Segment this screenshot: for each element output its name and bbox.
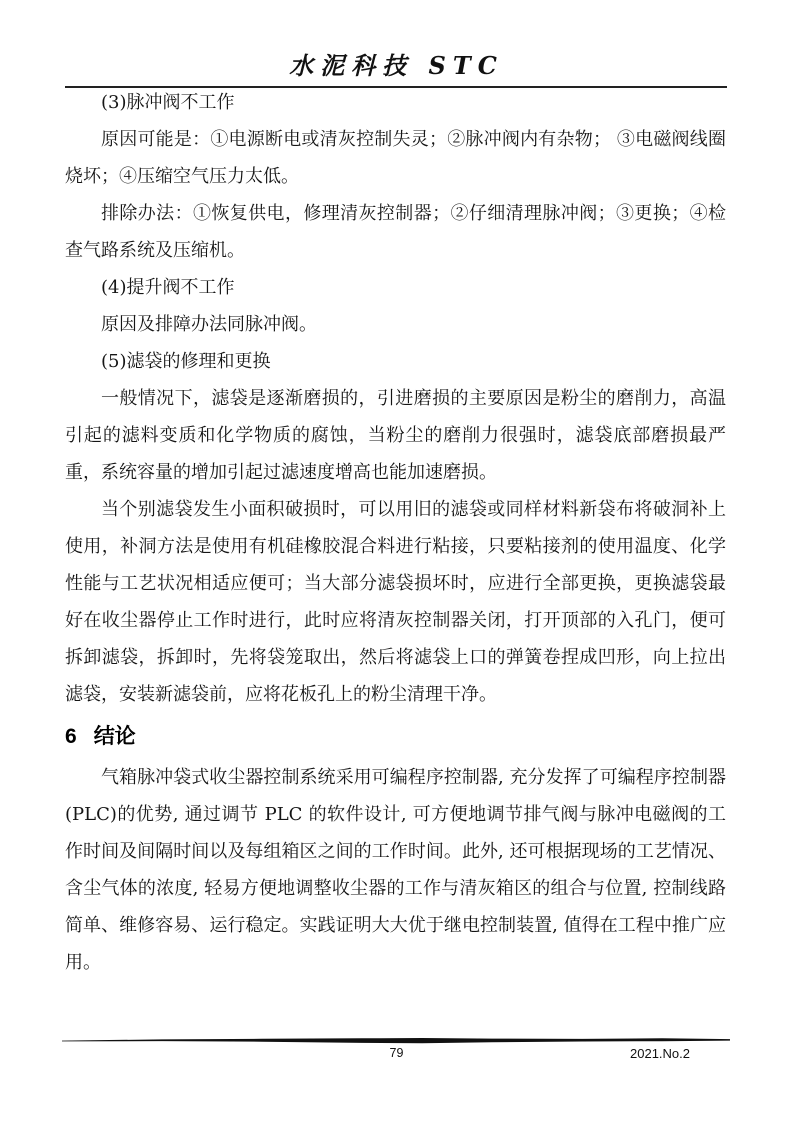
paragraph-pulse-valve-remedies: 排除办法：①恢复供电，修理清灰控制器；②仔细清理脉冲阀；③更换；④检查气路系统及压缩机。 <box>65 203 726 261</box>
journal-title: 水泥科技 STC <box>289 51 504 80</box>
page-number: 79 <box>389 1046 404 1060</box>
paragraph-lift-valve-causes: 原因及排障办法同脉冲阀。 <box>101 314 317 335</box>
section-title: 结论 <box>93 725 136 748</box>
paragraph-lift-valve-heading: (4)提升阀不工作 <box>101 277 235 298</box>
paragraph-filter-bag-heading: (5)滤袋的修理和更换 <box>101 351 271 372</box>
section-heading <box>65 718 726 756</box>
paragraph-filter-bag-repair: 当个别滤袋发生小面积破损时，可以用旧的滤袋或同样材料新袋布将破洞补上使用，补洞方法是使用有机硅橡胶混合料进行粘接，只要粘接剂的使用温度、化学性能与工艺状况相适应便可；当大部分滤袋损坏时，应进行全部更换，更换滤袋最好在收尘器停止工作时进行，此时应将清灰控制器关闭，打开顶部的入孔门，便可拆卸滤袋，拆卸时，先将袋笼取出，然后将滤袋上口的弹簧卷捏成凹形，向上拉出滤袋，安装新滤袋前，应将花板孔上的粉尘清理干净。 <box>65 499 726 705</box>
section-number: 6 <box>65 725 77 748</box>
footer-rule <box>62 1037 730 1045</box>
article-body <box>65 84 726 981</box>
paragraph-pulse-valve-heading: (3)脉冲阀不工作 <box>101 92 235 113</box>
paragraph-conclusion: 气箱脉冲袋式收尘器控制系统采用可编程序控制器, 充分发挥了可编程序控制器(PLC)的优势, 通过调节 PLC 的软件设计, 可方便地调节排气阀与脉冲电磁阀的工作时间及间隔时间以及每组箱区之间的工作时间。此外, 还可根据现场的工艺情况、含尘气体的浓度, 轻易方便地调整收尘器的工作与清灰箱区的组合与位置, 控制线路简单、维修容易、运行稳定。实践证明大大优于继电控制装置, 值得在工程中推广应用。 <box>65 767 726 973</box>
paragraph-pulse-valve-causes: 原因可能是：①电源断电或清灰控制失灵；②脉冲阀内有杂物； ③电磁阀线圈烧坏；④压缩空气压力太低。 <box>65 129 726 187</box>
paragraph-filter-bag-wear: 一般情况下，滤袋是逐渐磨损的，引进磨损的主要原因是粉尘的磨削力，高温引起的滤料变质和化学物质的腐蚀，当粉尘的磨削力很强时，滤袋底部磨损最严重，系统容量的增加引起过滤速度增高也能加速磨损。 <box>65 388 726 483</box>
issue-label: 2021.No.2 <box>630 1046 690 1061</box>
